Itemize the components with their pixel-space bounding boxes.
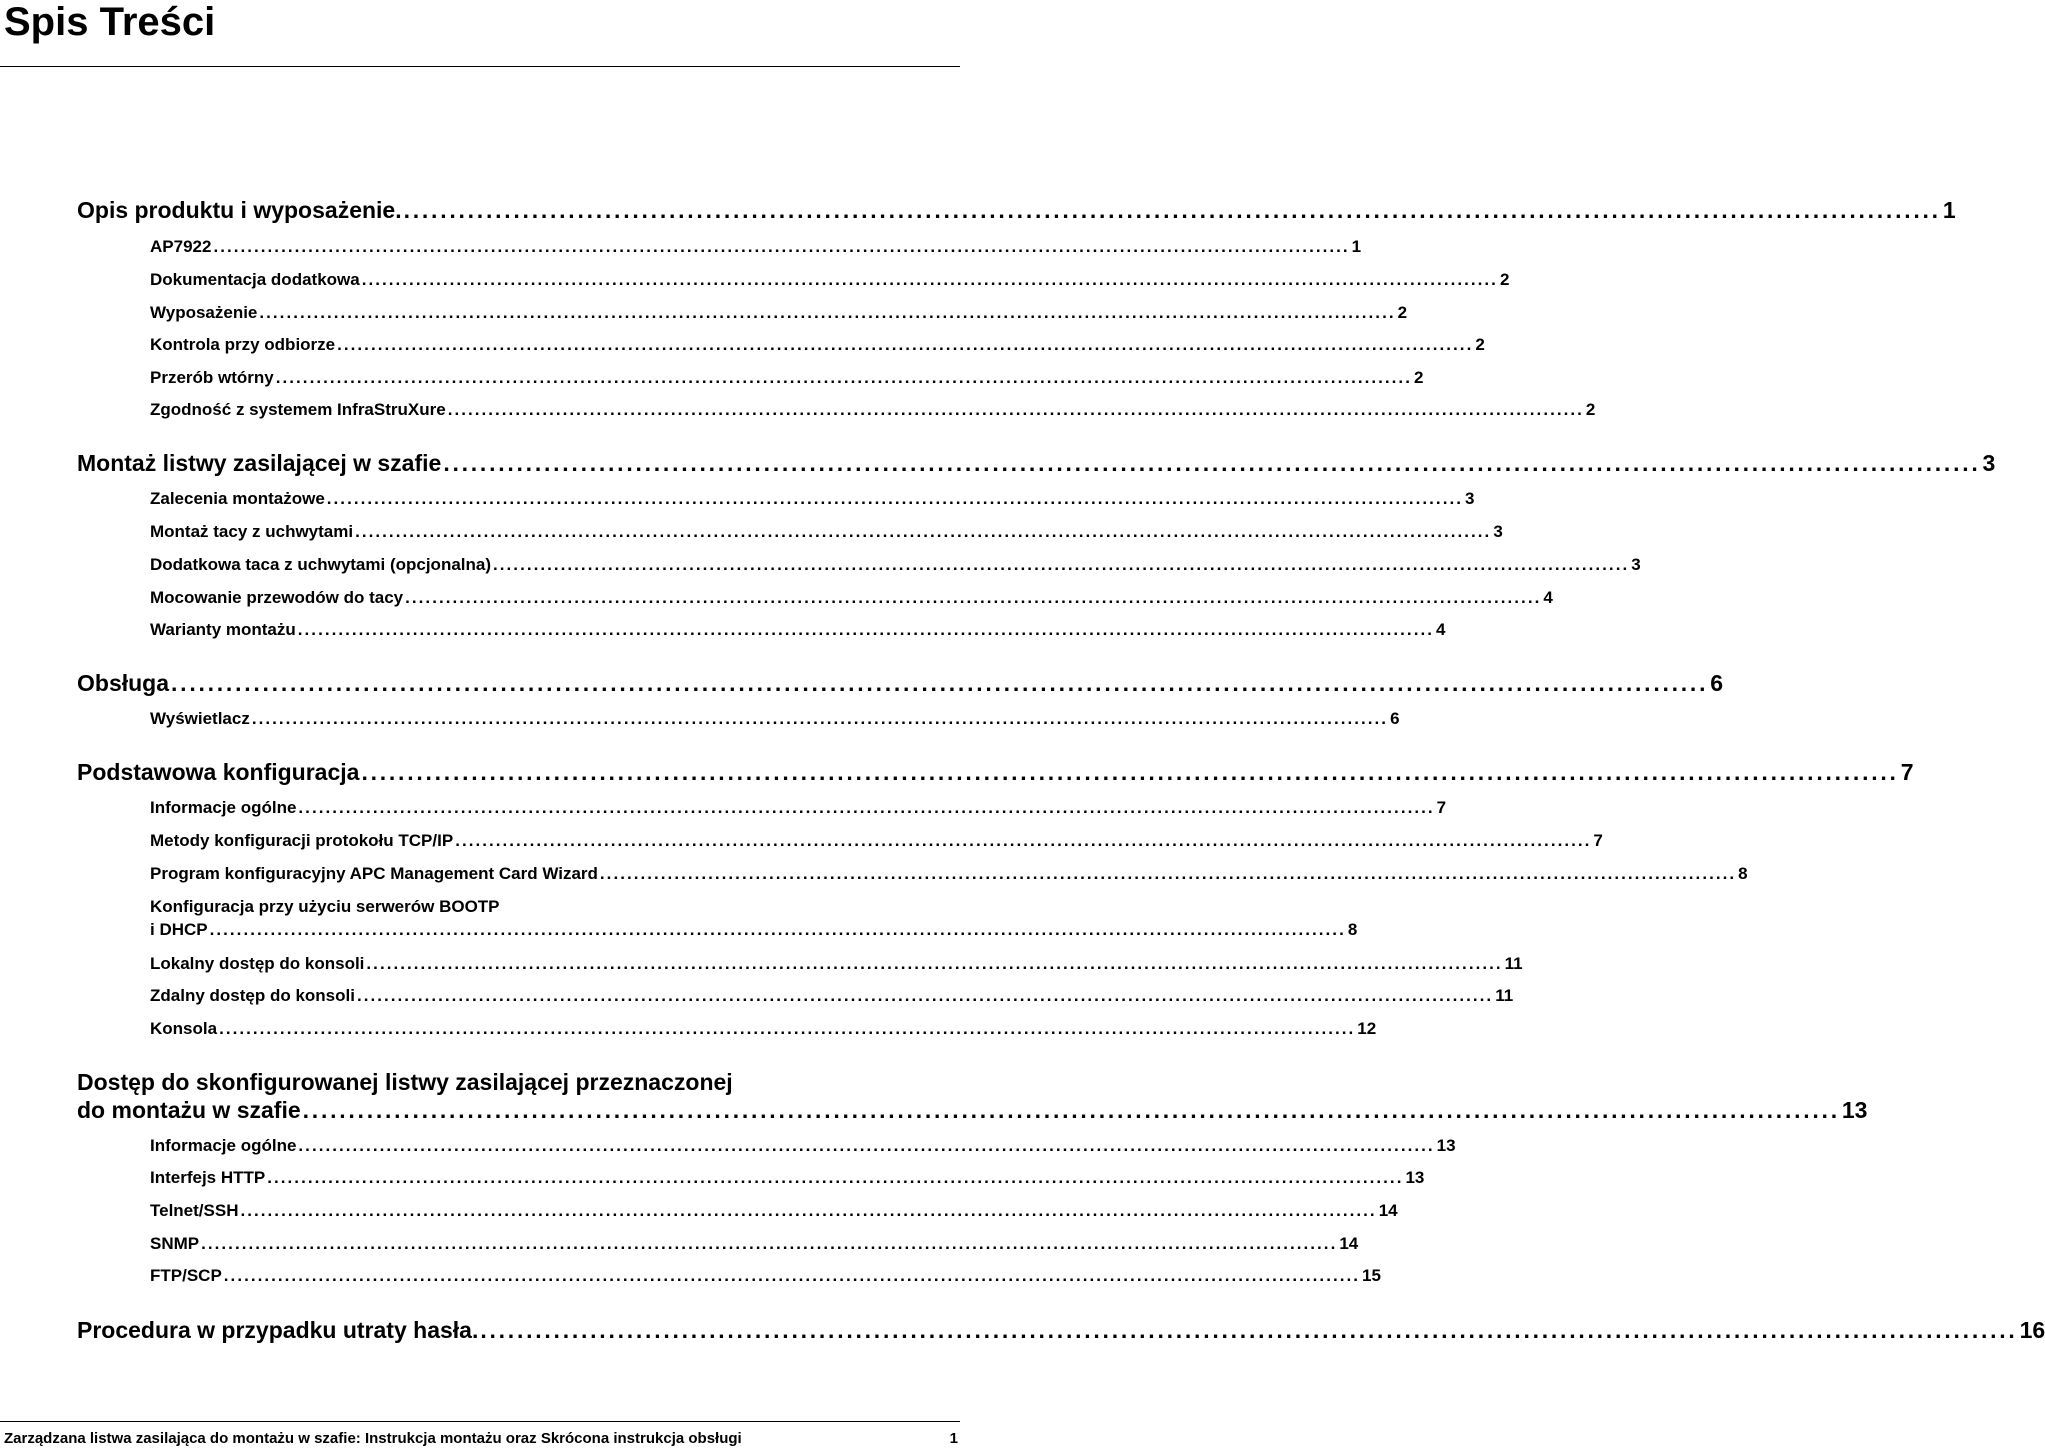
dot-leader: ........................................................................................................................................................................ (201, 1234, 1338, 1253)
section-title: Mocowanie przewodów do tacy (150, 588, 404, 607)
toc-section[interactable] (150, 1233, 1359, 1255)
page-number: 2 (1413, 368, 1424, 387)
dot-leader: ........................................................................................................................................................................ (361, 759, 1899, 785)
page-number: 3 (1982, 450, 1996, 476)
toc-chapter[interactable] (77, 449, 1996, 477)
toc-section[interactable] (150, 269, 1510, 291)
page-number: 2 (1585, 400, 1596, 419)
section-title: Konsola (150, 1019, 218, 1038)
toc-section[interactable] (150, 797, 1447, 819)
toc-chapter[interactable] (77, 196, 1956, 224)
dot-leader: ........................................................................................................................................................................ (298, 1136, 1435, 1155)
dot-leader: ........................................................................................................................................................................ (275, 368, 1412, 387)
toc-section[interactable] (150, 830, 1603, 852)
chapter-title: Procedura w przypadku utraty hasła. (77, 1317, 479, 1343)
dot-leader: ........................................................................................................................................................................ (240, 1201, 1377, 1220)
dot-leader: ........................................................................................................................................................................ (251, 709, 1389, 728)
toc-section[interactable] (150, 521, 1503, 543)
section-title: Informacje ogólne (150, 798, 297, 817)
toc-section[interactable] (150, 1265, 1381, 1287)
toc-chapter[interactable] (77, 1316, 2045, 1344)
toc-section[interactable] (150, 1200, 1398, 1222)
section-title: Zgodność z systemem InfraStruXure (150, 400, 446, 419)
chapter-title: Podstawowa konfiguracja (77, 759, 360, 785)
dot-leader: ........................................................................................................................................................................ (298, 798, 1435, 817)
dot-leader: ........................................................................................................................................................................ (209, 920, 1346, 939)
section-title-line1: Konfiguracja przy użyciu serwerów BOOTP (150, 897, 500, 916)
page-number: 15 (1362, 1266, 1381, 1285)
toc-section[interactable] (150, 985, 1514, 1007)
dot-leader: ........................................................................................................................................................................ (267, 1168, 1404, 1187)
section-title: Interfejs HTTP (150, 1168, 266, 1187)
dot-leader: ........................................................................................................................................................................ (405, 588, 1542, 607)
dot-leader: ........................................................................................................................................................................ (259, 303, 1396, 322)
page-number: 8 (1738, 864, 1748, 883)
section-title: Dodatkowa taca z uchwytami (opcjonalna) (150, 555, 492, 574)
page-number: 13 (1436, 1136, 1456, 1155)
page-number: 11 (1504, 954, 1523, 973)
section-title-line2: i DHCP (150, 920, 208, 939)
dot-leader: ........................................................................................................................................................................ (219, 1019, 1356, 1038)
toc-section[interactable] (150, 399, 1596, 421)
toc-section[interactable] (150, 1018, 1377, 1040)
dot-leader: ........................................................................................................................................................................ (493, 555, 1630, 574)
section-title: Warianty montażu (150, 620, 296, 639)
page-number: 14 (1339, 1234, 1359, 1253)
section-title: Lokalny dostęp do konsoli (150, 954, 365, 973)
toc-chapter[interactable] (77, 758, 1914, 786)
section-title: SNMP (150, 1234, 200, 1253)
page-number: 3 (1465, 489, 1475, 508)
page-number: 8 (1347, 920, 1358, 939)
section-title: Informacje ogólne (150, 1136, 297, 1155)
section-title: Kontrola przy odbiorze (150, 335, 336, 354)
dot-leader: ........................................................................................................................................................................ (403, 197, 1941, 223)
toc-chapter[interactable] (77, 1068, 1868, 1124)
footer-divider (0, 1421, 960, 1422)
section-title: Metody konfiguracji protokołu TCP/IP (150, 831, 454, 850)
section-title: Przerób wtórny (150, 368, 274, 387)
page-number: 2 (1499, 270, 1510, 289)
dot-leader: ........................................................................................................................................................................ (326, 489, 1463, 508)
page-number: 13 (1405, 1168, 1425, 1187)
chapter-title: Montaż listwy zasilającej w szafie (77, 450, 442, 476)
chapter-title-line1: Dostęp do skonfigurowanej listwy zasilającej przeznaczonej (77, 1069, 733, 1095)
page-number: 13 (1841, 1097, 1868, 1123)
toc-section[interactable] (150, 334, 1485, 356)
toc-section[interactable] (150, 587, 1553, 609)
page-number: 3 (1631, 555, 1641, 574)
chapter-title: Opis produktu i wyposażenie. (77, 197, 402, 223)
page-number: 4 (1436, 620, 1446, 639)
page-number: 1 (1351, 237, 1362, 256)
dot-leader: ........................................................................................................................................................................ (171, 670, 1709, 696)
page-number: 6 (1390, 709, 1400, 728)
toc-section[interactable] (150, 554, 1641, 576)
toc-section[interactable] (150, 1135, 1456, 1157)
dot-leader: ........................................................................................................................................................................ (366, 954, 1503, 973)
section-title: Dokumentacja dodatkowa (150, 270, 360, 289)
dot-leader: ........................................................................................................................................................................ (443, 450, 1981, 476)
dot-leader: ........................................................................................................................................................................ (223, 1266, 1361, 1285)
toc-section[interactable] (150, 863, 1748, 885)
section-title: Telnet/SSH (150, 1201, 239, 1220)
toc-section[interactable] (150, 302, 1408, 324)
page-number: 16 (2019, 1317, 2045, 1343)
toc-section[interactable] (150, 236, 1362, 258)
section-title: FTP/SCP (150, 1266, 222, 1285)
chapter-title-line2: do montażu w szafie (77, 1097, 301, 1123)
dot-leader: ........................................................................................................................................................................ (297, 620, 1434, 639)
page-number: 4 (1543, 588, 1553, 607)
toc-section[interactable] (150, 488, 1475, 510)
toc-section[interactable] (150, 953, 1523, 975)
dot-leader: ........................................................................................................................................................................ (455, 831, 1592, 850)
chapter-title: Obsługa (77, 670, 170, 696)
section-title: Wyświetlacz (150, 709, 250, 728)
page-title: Spis Treści (4, 0, 216, 44)
page-number: 7 (1593, 831, 1603, 850)
section-title: Wyposażenie (150, 303, 258, 322)
page-number: 12 (1357, 1019, 1377, 1038)
page-number: 7 (1436, 798, 1447, 817)
page-number: 2 (1475, 335, 1485, 354)
footer-text: Zarządzana listwa zasilająca do montażu w szafie: Instrukcja montażu oraz Skrócona instrukcja obsługi (4, 1430, 742, 1447)
toc-section[interactable] (150, 619, 1446, 641)
section-title: Montaż tacy z uchwytami (150, 522, 354, 541)
dot-leader: ........................................................................................................................................................................ (302, 1097, 1840, 1123)
dot-leader: ........................................................................................................................................................................ (213, 237, 1350, 256)
page-number: 6 (1710, 670, 1724, 696)
toc-section[interactable] (150, 367, 1424, 389)
page-number: 7 (1900, 759, 1914, 785)
toc-chapter[interactable] (77, 669, 1724, 697)
page-number: 14 (1378, 1201, 1398, 1220)
toc-section[interactable] (150, 708, 1400, 730)
dot-leader: ........................................................................................................................................................................ (356, 986, 1494, 1005)
footer-page-number: 1 (949, 1430, 958, 1447)
dot-leader: ........................................................................................................................................................................ (361, 270, 1498, 289)
page-number: 11 (1495, 986, 1514, 1005)
section-title: Zalecenia montażowe (150, 489, 325, 508)
page-number: 1 (1942, 197, 1956, 223)
toc-section[interactable] (150, 896, 1358, 941)
dot-leader: ........................................................................................................................................................................ (447, 400, 1584, 419)
dot-leader: ........................................................................................................................................................................ (599, 864, 1737, 883)
page-number: 2 (1397, 303, 1408, 322)
toc-section[interactable] (150, 1167, 1425, 1189)
section-title: Zdalny dostęp do konsoli (150, 986, 355, 1005)
section-title: Program konfiguracyjny APC Management Card Wizard (150, 864, 598, 883)
page-number: 3 (1493, 522, 1503, 541)
section-title: AP7922 (150, 237, 212, 256)
dot-leader: ........................................................................................................................................................................ (337, 335, 1474, 354)
dot-leader: ........................................................................................................................................................................ (480, 1317, 2018, 1343)
dot-leader: ........................................................................................................................................................................ (355, 522, 1492, 541)
page-footer (4, 1430, 958, 1448)
